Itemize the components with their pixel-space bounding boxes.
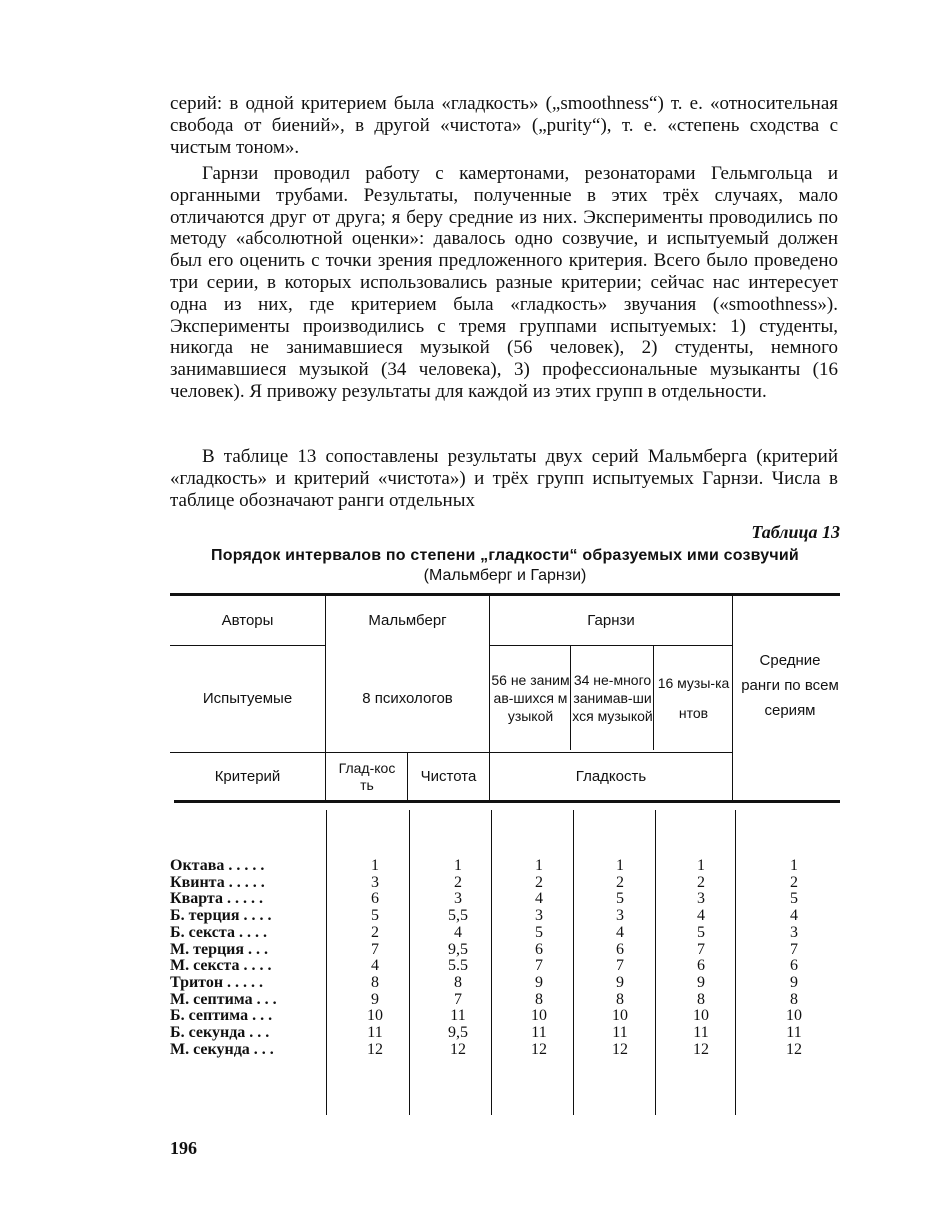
rank-cell: 2: [535, 873, 543, 891]
rank-cell: 9: [616, 973, 624, 991]
header-group-16: 16 музы-кантов: [657, 674, 730, 721]
header-smoothness-short: Глад-кость: [338, 759, 396, 793]
rank-cell: 1: [616, 857, 624, 874]
rank-cell: 9: [790, 973, 798, 991]
rank-cell: 10: [693, 1007, 709, 1025]
vrule: [735, 810, 736, 1115]
rank-cell: 11: [786, 1024, 802, 1042]
row-name: Б. секунда . . .: [170, 1025, 270, 1042]
malmberg-smoothness-column: [345, 858, 405, 1058]
rank-cell: 5,5: [448, 907, 468, 925]
rank-cell: 8: [535, 990, 543, 1008]
rule: [490, 645, 732, 646]
rank-cell: 5: [616, 890, 624, 908]
rank-cell: 8: [616, 990, 624, 1008]
rank-cell: 9,5: [448, 940, 468, 958]
rank-cell: 8: [371, 973, 379, 991]
row-name: Б. секста . . . .: [170, 924, 267, 941]
rank-cell: 6: [616, 940, 624, 958]
rank-cell: 4: [535, 890, 543, 908]
rank-cell: 8: [697, 990, 705, 1008]
rank-cell: 11: [612, 1024, 628, 1042]
table-title: Порядок интервалов по степени „гладкости“ образуемых ими созвучий: [211, 547, 799, 564]
header-authors: Авторы: [221, 611, 274, 629]
rank-cell: 5: [371, 907, 379, 925]
row-name: Кварта . . . . .: [170, 891, 263, 908]
header-averages: Средние ранги по всем сериям: [741, 651, 839, 719]
rank-cell: 12: [786, 1040, 802, 1058]
rank-cell: 10: [786, 1007, 802, 1025]
rank-cell: 1: [535, 857, 543, 874]
rank-cell: 11: [367, 1024, 383, 1042]
rank-cell: 4: [616, 923, 624, 941]
rank-cell: 2: [454, 873, 462, 891]
header-psychologists: 8 психологов: [362, 690, 453, 707]
page-number: 196: [170, 1138, 197, 1158]
rank-cell: 3: [616, 907, 624, 925]
vrule: [409, 810, 410, 1115]
rank-cell: 11: [693, 1024, 709, 1042]
rank-cell: 3: [371, 873, 379, 891]
rank-cell: 1: [371, 857, 379, 874]
rank-cell: 4: [697, 907, 705, 925]
row-name: М. секунда . . .: [170, 1041, 274, 1058]
rank-cell: 9,5: [448, 1024, 468, 1042]
row-name: М. терция . . .: [170, 941, 269, 958]
rank-cell: 2: [371, 923, 379, 941]
rank-cell: 1: [697, 857, 705, 874]
rank-cell: 8: [790, 990, 798, 1008]
garnzi-16-column: [671, 858, 731, 1058]
rank-cell: 7: [697, 940, 705, 958]
rank-cell: 12: [367, 1040, 383, 1058]
vrule: [491, 810, 492, 1115]
header-malmberg: Мальмберг: [368, 611, 447, 629]
header-smoothness: Гладкость: [575, 768, 647, 785]
rank-cell: 12: [693, 1040, 709, 1058]
rank-cell: 5.5: [448, 957, 468, 975]
rank-cell: 10: [531, 1007, 547, 1025]
rank-cell: 6: [697, 957, 705, 975]
garnzi-56-column: [509, 858, 569, 1058]
rank-cell: 12: [450, 1040, 466, 1058]
row-name: Б. терция . . . .: [170, 908, 272, 925]
rank-cell: 11: [531, 1024, 547, 1042]
rank-cell: 5: [697, 923, 705, 941]
rank-cell: 3: [454, 890, 462, 908]
row-name: М. секста . . . .: [170, 958, 272, 975]
rank-cell: 9: [697, 973, 705, 991]
rank-cell: 10: [367, 1007, 383, 1025]
rank-cell: 1: [790, 857, 798, 874]
rank-cell: 12: [531, 1040, 547, 1058]
rank-cell: 3: [535, 907, 543, 925]
header-criterion: Критерий: [214, 768, 281, 785]
row-name: Квинта . . . . .: [170, 874, 265, 891]
rank-cell: 7: [371, 940, 379, 958]
rank-cell: 3: [697, 890, 705, 908]
rank-cell: 11: [450, 1007, 466, 1025]
rank-cell: 7: [535, 957, 543, 975]
rank-cell: 5: [790, 890, 798, 908]
paragraph-3: В таблице 13 сопоставлены результаты двух серий Мальмберга (критерий «гладкость» и критерий «чистота») и трёх групп испытуемых Гарнзи. Числа в таблице обозначают ранги отдельных: [170, 446, 838, 511]
vrule: [732, 595, 733, 802]
rank-cell: 4: [371, 957, 379, 975]
header-purity: Чистота: [420, 768, 477, 785]
rank-cell: 4: [790, 907, 798, 925]
rank-cell: 9: [371, 990, 379, 1008]
rank-cell: 6: [790, 957, 798, 975]
rank-cell: 7: [790, 940, 798, 958]
table-subtitle: (Мальмберг и Гарнзи): [423, 567, 587, 584]
rank-cell: 2: [616, 873, 624, 891]
table-label: Таблица 13: [751, 522, 840, 542]
header-group-56: 56 не занимав-шихся музыкой: [491, 671, 570, 724]
rank-cell: 2: [790, 873, 798, 891]
paragraph-2: Гарнзи проводил работу с камертонами, резонаторами Гельмгольца и органными трубами. Результаты, полученные в этих трёх случаях, мало отличаются друг от друга; я беру средние из них. Эксперименты проводились по методу «абсолютной оценки»: давалось одно созвучие, и испытуемый должен был его оценить с точки зрения предложенного критерия. Всего было проведено три серии, в которых использовались разные критерии; сейчас нас интересует одна из них, где критерием была «гладкость» звучания («smoothness»). Эксперименты производились с тремя группами испытуемых: 1) студенты, никогда не занимавшиеся музыкой (56 человек), 2) студенты, немного занимавшиеся музыкой (34 человека), 3) профессиональные музыканты (16 человек). Я привожу результаты для каждой из этих групп в отдельности.: [170, 163, 838, 402]
header-group-34: 34 не-много занимав-шихся музыкой: [572, 671, 653, 724]
row-names-column: [170, 858, 325, 1058]
rank-cell: 7: [454, 990, 462, 1008]
rank-cell: 7: [616, 957, 624, 975]
rank-cell: 8: [454, 973, 462, 991]
average-ranks-column: [764, 858, 824, 1058]
malmberg-purity-column: [428, 858, 488, 1058]
rank-cell: 10: [612, 1007, 628, 1025]
rank-cell: 2: [697, 873, 705, 891]
rank-cell: 5: [535, 923, 543, 941]
header-subjects: Испытуемые: [202, 690, 293, 707]
row-name: Б. септима . . .: [170, 1008, 273, 1025]
rank-cell: 9: [535, 973, 543, 991]
rank-cell: 3: [790, 923, 798, 941]
header-garnzi: Гарнзи: [587, 611, 635, 629]
garnzi-34-column: [590, 858, 650, 1058]
rank-cell: 4: [454, 923, 462, 941]
vrule: [655, 810, 656, 1115]
vrule: [573, 810, 574, 1115]
row-name: Октава . . . . .: [170, 858, 265, 874]
row-name: М. септима . . .: [170, 991, 277, 1008]
rank-cell: 1: [454, 857, 462, 874]
table-header-rule: [174, 800, 840, 803]
vrule: [326, 810, 327, 1115]
rank-cell: 6: [535, 940, 543, 958]
rank-cell: 6: [371, 890, 379, 908]
rank-cell: 12: [612, 1040, 628, 1058]
paragraph-1: серий: в одной критерием была «гладкость» („smoothness“) т. е. «относительная свобода от биений», в другой «чистота» („purity“), т. е. «степень сходства с чистым тоном».: [170, 93, 838, 158]
row-name: Тритон . . . . .: [170, 974, 264, 991]
